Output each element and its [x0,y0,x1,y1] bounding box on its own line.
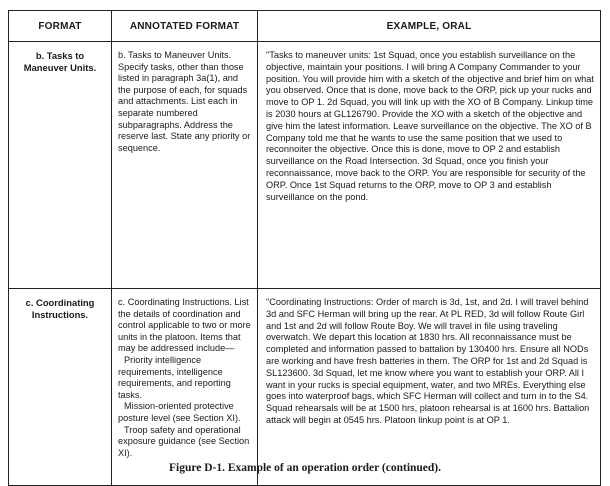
header-annotated-format: ANNOTATED FORMAT [112,11,258,42]
annotated-list-item: Priority intelligence requirements, intelligence requirements, and reporting tasks. [118,354,231,400]
operation-order-table [8,10,601,486]
annotated-intro: c. Coordinating Instructions. List the details of coordination and control applicable to two or more units in the platoon. Items that may be addressed include— [118,297,251,354]
header-example-oral: EXAMPLE, ORAL [258,11,601,42]
format-cell: b. Tasks to Maneuver Units. [9,42,112,289]
format-cell: c. Coordinating Instructions. [9,289,112,486]
example-cell: "Tasks to maneuver units: 1st Squad, once you establish surveillance on the objective, maintain your positions. I will bring A Company Commander to your position. You will provide him with a sketch of the objective and brief him on what you observed. Once that is done, move back to the ORP, pick up your rucks and move to OP 1. 2d Squad, you will link up with the XO of B Company. Linkup time is 2030 hours at GL126790. Provide the XO with a sketch of the objective and give him the latest information. Leave surveillance on the objective. The XO of B Company told me that he wants to use the same position that we used to reconnoiter the objective. Once this is done, move to OP 2 and establish surveillance on the Road Intersection. 3d Squad, once you finish your reconnaissance, move back to the ORP. You are responsible for security of the ORP. Once 1st Squad returns to the ORP, move to OP 3 and establish surveillance on the pond. [258,42,601,289]
figure-caption: Figure D-1. Example of an operation order (continued). [168,462,442,474]
annotated-cell: b. Tasks to Maneuver Units. Specify tasks, other than those listed in paragraph 3a(1), and the purpose of each, for squads and attachments. List each in separate numbered subparagraphs. Address the reserve last. State any priority or sequence. [112,42,258,289]
table-row [9,42,601,289]
table-header-row [9,11,601,42]
annotated-list-item: Mission-oriented protective posture level (see Section XI). [118,401,241,423]
annotated-cell [112,289,258,486]
header-format: FORMAT [9,11,112,42]
table-row [9,289,601,486]
annotated-list-item: Troop safety and operational exposure guidance (see Section XI). [118,424,250,458]
example-cell: "Coordinating Instructions: Order of march is 3d, 1st, and 2d. I will travel behind 3d and SFC Herman will bring up the rear. At PL RED, 3d will follow Route Girl and 1st and 2d will follow Route Boy. We will travel in file using traveling overwatch. We depart this location at 1830 hrs. All reconnaissance must be completed and information passed to battalion by 130400 hrs. Ensure all NODs are working and have fresh batteries in them. The ORP for 1st and 2d Squad is SL123600. 3d Squad, let me know where you want to establish your ORP. All I want in your rucks is special equipment, water, and two MREs. Everything else goes into waterproof bags, which SFC Herman will collect and turn in to the S4. Squad rehearsals will be at 1500 hrs, platoon rehearsal is at 1600 hrs. Battalion attack will begin at 0545 hrs. Platoon linkup point is at OP 1. [258,289,601,486]
